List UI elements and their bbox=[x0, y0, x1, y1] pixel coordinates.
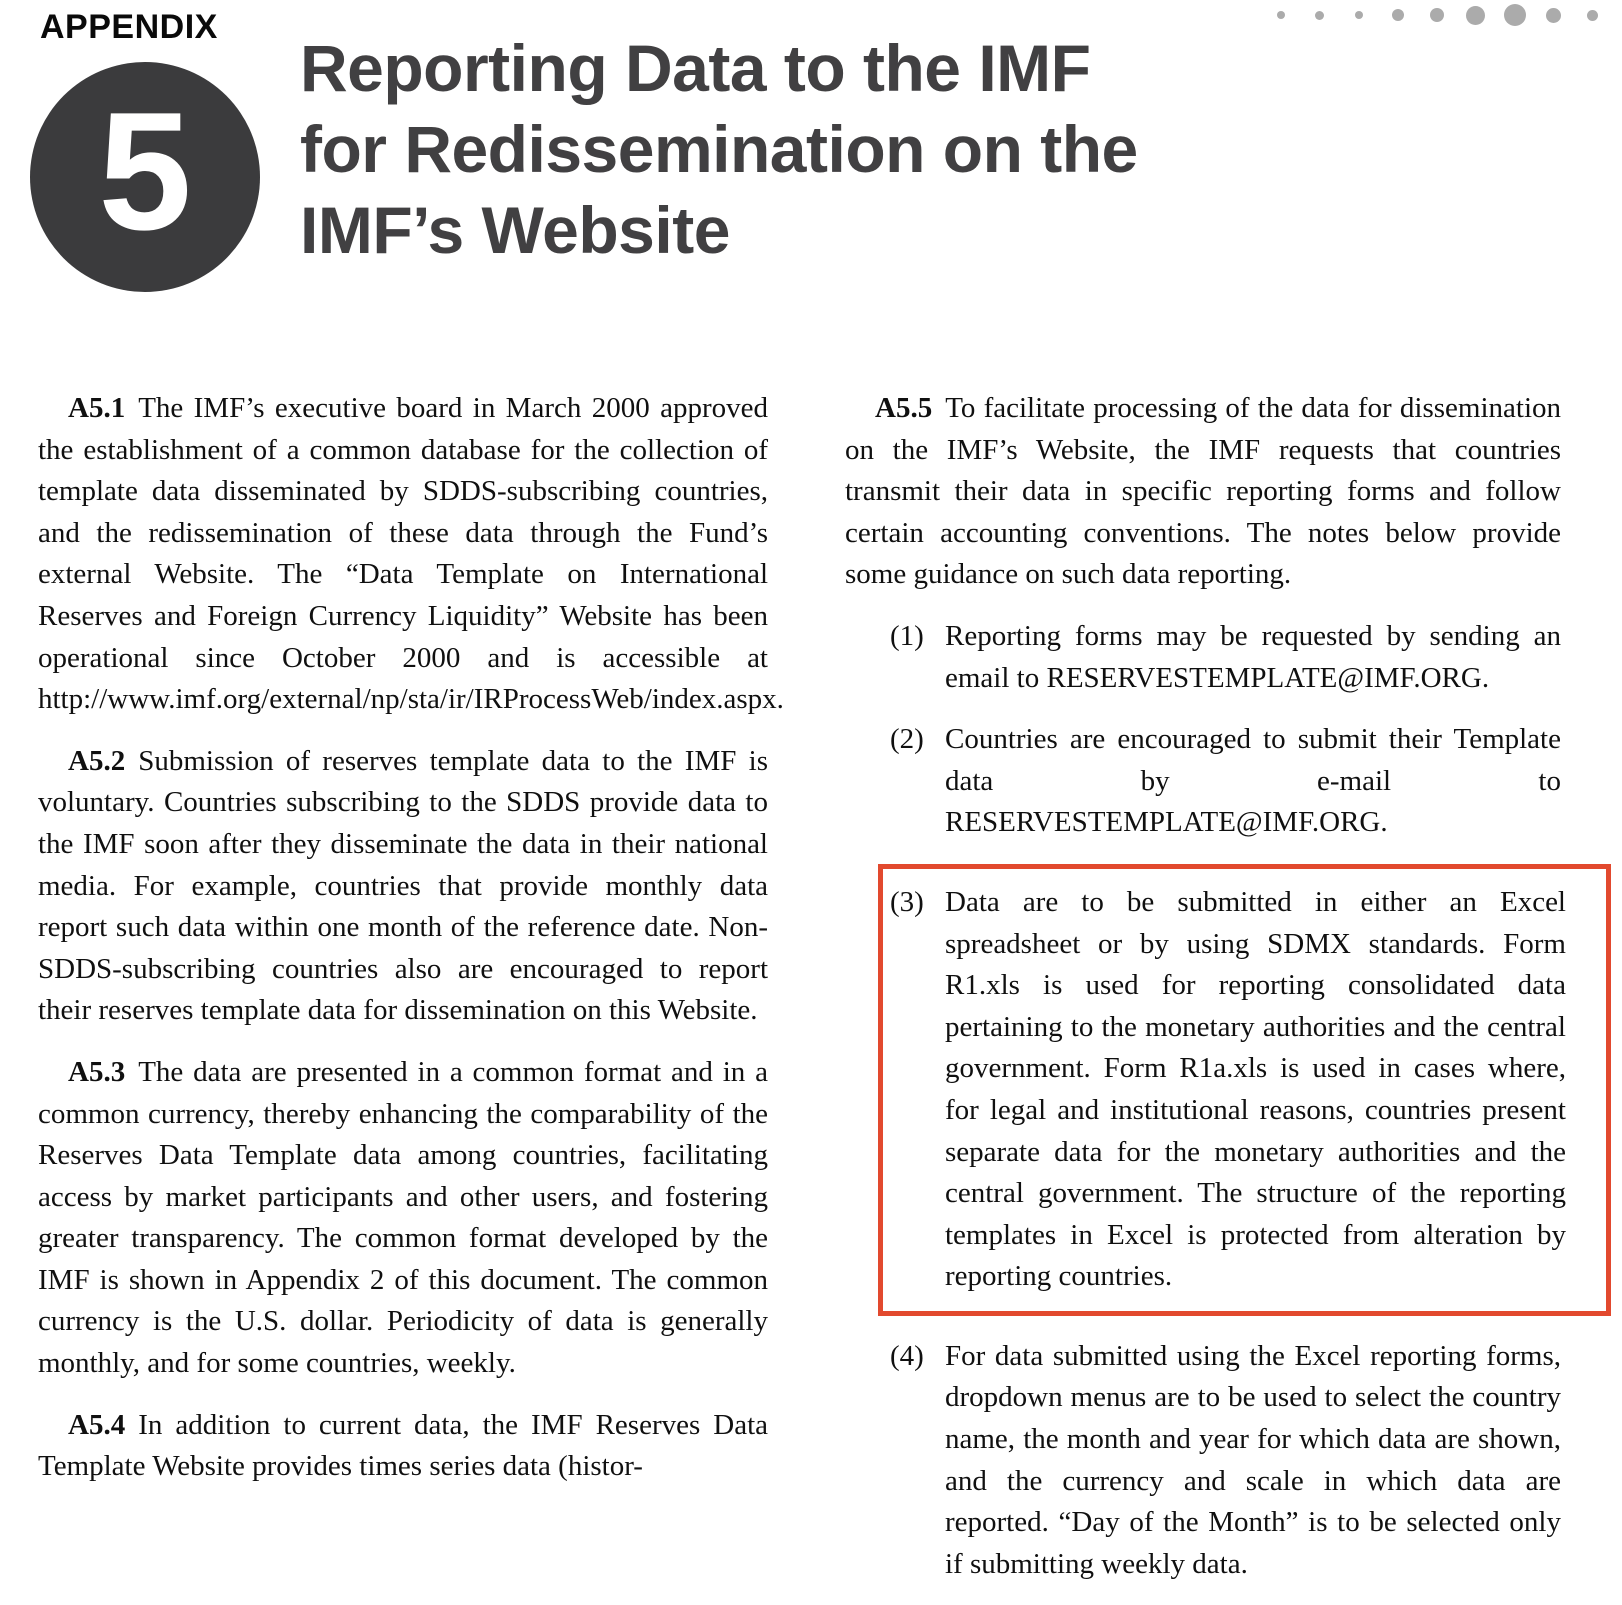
paragraph-text: The data are presented in a common format and in a common currency, thereby enhancing the comparability of the Reserves Data Template data among countries, facilitating access by market participants and other users, and fostering greater transparency. The common format developed by the IMF is shown in Appendix 2 of this document. The common currency is the U.S. dollar. Periodicity of data is generally monthly, and for some countries, weekly. bbox=[38, 1055, 768, 1380]
list-item-3 bbox=[890, 882, 1566, 1298]
paragraph-label: A5.5 bbox=[875, 392, 933, 424]
paragraph-label: A5.3 bbox=[68, 1055, 126, 1088]
dot-slot bbox=[1573, 2, 1612, 28]
dot-icon bbox=[1392, 9, 1404, 21]
dot-icon bbox=[1430, 8, 1444, 22]
dot-icon bbox=[1315, 11, 1324, 20]
page-dots-decoration bbox=[1261, 2, 1612, 28]
list-item-text: Reporting forms may be requested by sending an email to RESERVESTEMPLATE@IMF.ORG. bbox=[945, 619, 1561, 694]
dot-slot bbox=[1261, 2, 1300, 28]
paragraph-a5-4 bbox=[38, 1405, 768, 1488]
list-item-text: For data submitted using the Excel reporting forms, dropdown menus are to be used to select the country name, the month and year for which data are shown, and the currency and scale in which data are reported. “Day of the Month” is to be selected only if submitting weekly data. bbox=[945, 1339, 1561, 1580]
paragraph-a5-3 bbox=[38, 1052, 768, 1385]
page-title-line: IMF’s Website bbox=[300, 193, 730, 267]
appendix-number-badge bbox=[30, 62, 260, 292]
list-item-number: (1) bbox=[890, 619, 924, 652]
page-title-line: Reporting Data to the IMF bbox=[300, 31, 1091, 105]
paragraph-text: Submission of reserves template data to the IMF is voluntary. Countries subscribing to the SDDS provide data to the IMF soon after they disseminate the data in their national media. For example, countries that provide monthly data report such data within one month of the reference date. Non-SDDS-subscribing countries also are encouraged to report their reserves template data for dissemination on this Website. bbox=[38, 744, 768, 1027]
dot-slot bbox=[1456, 2, 1495, 28]
list-item-number: (2) bbox=[890, 723, 924, 756]
dot-icon bbox=[1504, 4, 1526, 26]
dot-slot bbox=[1339, 2, 1378, 28]
dot-icon bbox=[1277, 11, 1285, 19]
list-item-1 bbox=[845, 616, 1561, 699]
highlight-box bbox=[878, 864, 1611, 1316]
paragraph-text: In addition to current data, the IMF Reserves Data Template Website provides times series data (histor- bbox=[38, 1408, 768, 1483]
list-item-number: (4) bbox=[890, 1339, 924, 1372]
appendix-label: APPENDIX bbox=[40, 8, 218, 46]
dot-slot bbox=[1534, 2, 1573, 28]
list-item-2 bbox=[845, 719, 1561, 844]
paragraph-a5-2 bbox=[38, 741, 768, 1032]
paragraph-a5-1 bbox=[38, 388, 784, 721]
page-title bbox=[300, 28, 1138, 271]
dot-slot bbox=[1417, 2, 1456, 28]
paragraph-label: A5.2 bbox=[68, 744, 126, 777]
page-title-line: for Redissemination on the bbox=[300, 112, 1138, 186]
dot-icon bbox=[1546, 8, 1561, 23]
list-item-number: (3) bbox=[890, 885, 924, 918]
dot-icon bbox=[1355, 11, 1363, 19]
paragraph-label: A5.4 bbox=[68, 1408, 126, 1441]
paragraph-a5-5 bbox=[845, 388, 1561, 596]
paragraph-text: The IMF’s executive board in March 2000 approved the establishment of a common database for the collection of template data disseminated by SDDS-subscribing countries, and the redissemination of these data through the Fund’s external Website. The “Data Template on International Reserves and Foreign Currency Liquidity” Website has been operational since October 2000 and is accessible at http://www.imf.org/external/np/sta/ir/IRProcessWeb/index.aspx. bbox=[38, 392, 784, 716]
list-item-4 bbox=[845, 1336, 1561, 1586]
appendix-number: 5 bbox=[98, 77, 192, 265]
paragraph-text: To facilitate processing of the data for dissemination on the IMF’s Website, the IMF requests that countries transmit their data in specific reporting forms and follow certain accounting conventions. The notes below provide some guidance on such data reporting. bbox=[845, 392, 1561, 591]
dot-icon bbox=[1466, 6, 1485, 25]
document-body bbox=[38, 388, 1584, 1605]
dot-slot bbox=[1300, 2, 1339, 28]
dot-slot bbox=[1495, 2, 1534, 28]
list-item-text: Countries are encouraged to submit their Template data by e-mail to RESERVESTEMPLATE@IMF.ORG. bbox=[945, 723, 1561, 839]
left-column bbox=[38, 388, 784, 1605]
list-item-text: Data are to be submitted in either an Excel spreadsheet or by using SDMX standards. Form R1.xls is used for reporting consolidated data pertaining to the monetary authorities and the central government. Form R1a.xls is used in cases where, for legal and institutional reasons, countries present separate data for the monetary authorities and the central government. The structure of the reporting templates in Excel is protected from alteration by reporting countries. bbox=[945, 885, 1566, 1293]
right-column bbox=[845, 388, 1566, 1605]
dot-slot bbox=[1378, 2, 1417, 28]
dot-icon bbox=[1587, 10, 1598, 21]
paragraph-label: A5.1 bbox=[68, 392, 126, 424]
